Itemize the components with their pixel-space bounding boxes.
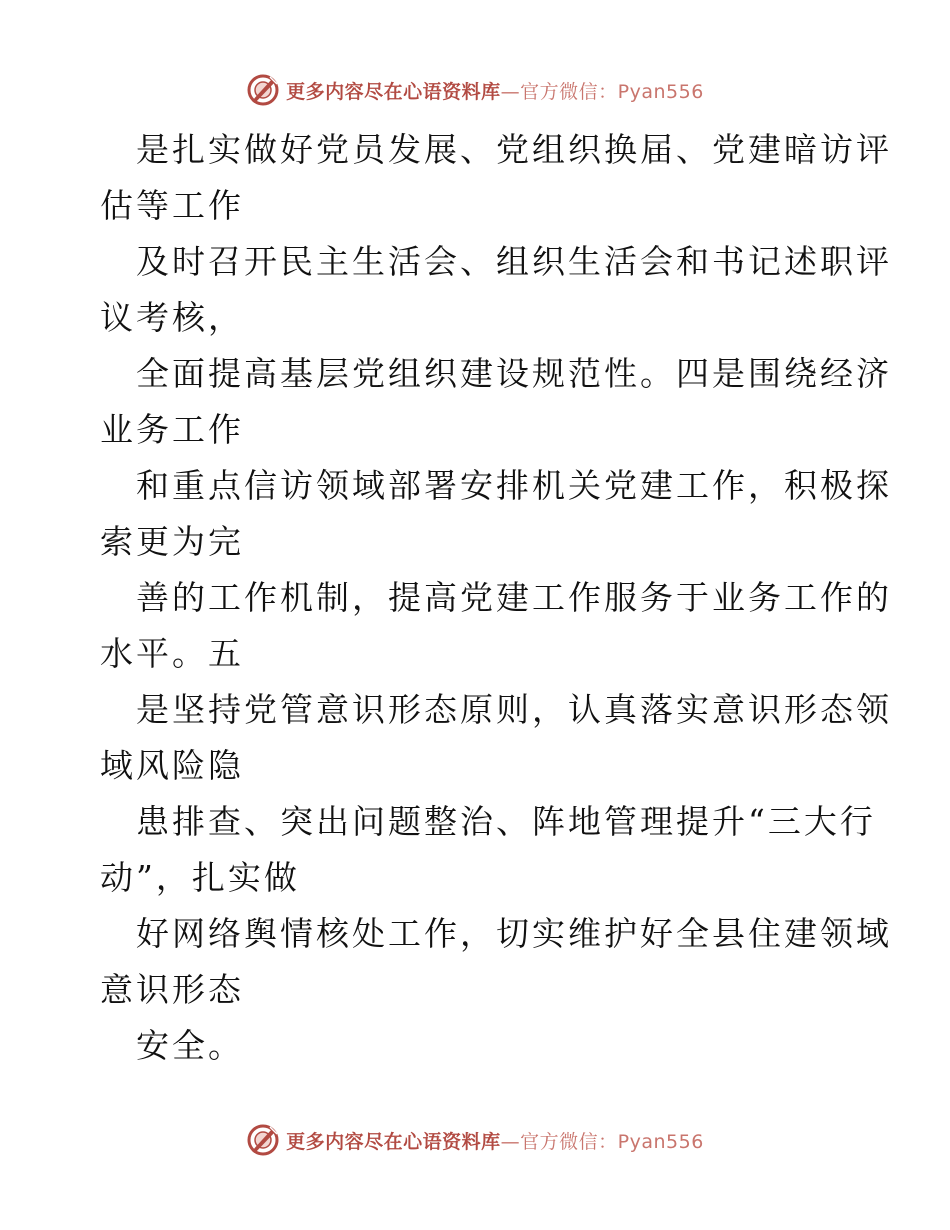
body-line: 意识形态 bbox=[100, 970, 244, 1009]
body-line: 索更为完 bbox=[100, 522, 244, 561]
body-line: 估等工作 bbox=[100, 186, 244, 225]
body-line: 议考核， bbox=[100, 298, 244, 337]
header-banner bbox=[0, 70, 950, 110]
body-line: 安全。 bbox=[136, 1026, 244, 1065]
body-line: 善的工作机制，提高党建工作服务于业务工作的 bbox=[136, 578, 892, 617]
body-line: 业务工作 bbox=[100, 410, 244, 449]
body-line: 及时召开民主生活会、组织生活会和书记述职评 bbox=[136, 242, 892, 281]
quill-seal-icon bbox=[246, 1123, 280, 1157]
body-line: 是坚持党管意识形态原则，认真落实意识形态领 bbox=[136, 690, 892, 729]
body-line: 和重点信访领域部署安排机关党建工作，积极探 bbox=[136, 466, 892, 505]
body-line: 动”，扎实做 bbox=[100, 858, 300, 897]
footer-banner bbox=[0, 1120, 950, 1160]
header-banner-text: 更多内容尽在心语资料库—官方微信：Pyan556 bbox=[286, 80, 704, 103]
body-line: 域风险隐 bbox=[100, 746, 244, 785]
body-line: 水平。五 bbox=[100, 634, 244, 673]
body-line: 是扎实做好党员发展、党组织换届、党建暗访评 bbox=[136, 130, 892, 169]
document-body bbox=[100, 122, 892, 1074]
body-line: 患排查、突出问题整治、阵地管理提升“三大行 bbox=[136, 802, 876, 841]
body-line: 全面提高基层党组织建设规范性。四是围绕经济 bbox=[136, 354, 892, 393]
footer-banner-text: 更多内容尽在心语资料库—官方微信：Pyan556 bbox=[286, 1130, 704, 1153]
body-line: 好网络舆情核处工作，切实维护好全县住建领域 bbox=[136, 914, 892, 953]
quill-seal-icon bbox=[246, 73, 280, 107]
